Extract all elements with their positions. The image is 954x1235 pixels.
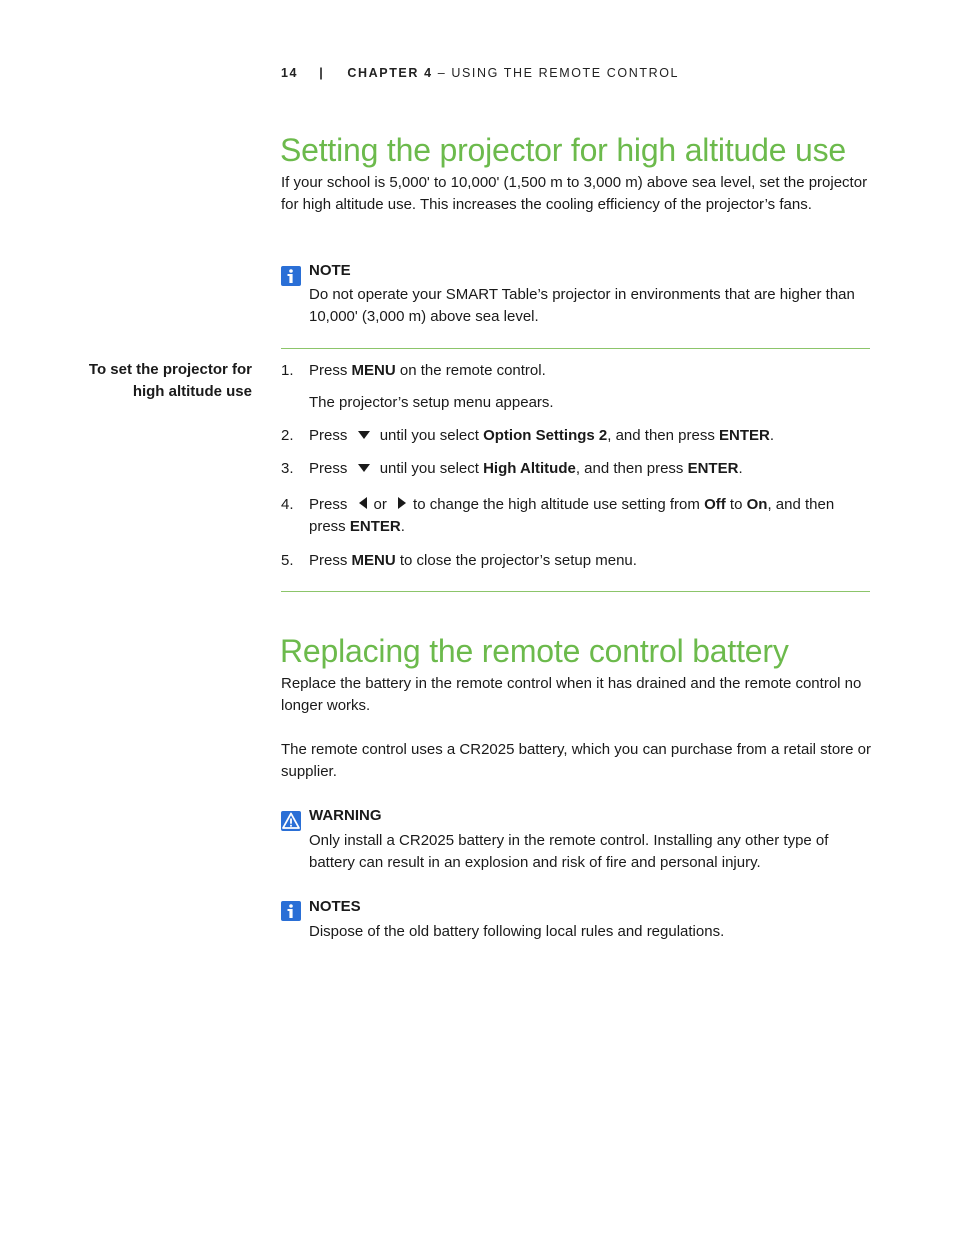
enter-button-label: ENTER: [687, 460, 739, 477]
section-title-battery: Replacing the remote control battery: [280, 633, 789, 669]
step-result: The projector’s setup menu appears.: [309, 394, 554, 411]
step-text: , and then press: [309, 496, 835, 536]
step-text: .: [769, 427, 775, 444]
step-text: Press: [309, 496, 348, 513]
step-number: 1.: [281, 362, 294, 379]
step-1: [281, 360, 870, 382]
step-text: Press: [309, 460, 348, 477]
divider-top: [281, 348, 870, 349]
step-number: 5.: [281, 552, 294, 569]
info-icon: [281, 901, 301, 921]
step-text: or: [373, 496, 387, 513]
step-text: until you select: [379, 427, 484, 444]
step-text: , and then press: [607, 427, 719, 444]
note-title: NOTE: [309, 262, 351, 279]
section-title-high-altitude: Setting the projector for high altitude use: [280, 132, 846, 168]
step-4: [281, 494, 870, 538]
menu-item-label: High Altitude: [483, 460, 576, 477]
step-text: to close the projector’s setup menu.: [395, 552, 637, 569]
running-header: [281, 66, 679, 80]
battery-para-2: The remote control uses a CR2025 battery, which you can purchase from a retail store or supplier.: [281, 741, 872, 780]
step-text: , and then press: [575, 460, 688, 477]
step-text: Press: [309, 552, 352, 569]
step-3: [281, 458, 870, 480]
step-2: [281, 425, 870, 447]
warning-title: WARNING: [309, 807, 382, 824]
battery-para-1: Replace the battery in the remote control when it has drained and the remote control no longer works.: [281, 675, 862, 714]
step-5: [281, 550, 870, 572]
step-text: Press: [309, 427, 348, 444]
section-intro: If your school is 5,000' to 10,000' (1,500 m to 3,000 m) above sea level, set the projector for high altitude use. This increases the cooling efficiency of the projector’s fans.: [281, 174, 868, 213]
step-text: .: [738, 460, 743, 477]
notes-title: NOTES: [309, 898, 361, 915]
procedure-heading-line1: To set the projector for: [88, 361, 252, 378]
page-number: 14: [281, 66, 299, 80]
divider-bottom: [281, 591, 870, 592]
chapter-label: CHAPTER 4: [347, 66, 433, 80]
info-icon: [281, 266, 301, 286]
enter-button-label: ENTER: [719, 427, 770, 444]
step-1-result: [281, 392, 870, 414]
down-arrow-icon: [358, 458, 370, 480]
down-arrow-icon: [358, 425, 370, 447]
step-number: 3.: [281, 460, 294, 477]
step-text: until you select: [379, 460, 484, 477]
warning-text: Only install a CR2025 battery in the remote control. Installing any other type of battery can result in an explosion and risk of fire and personal injury.: [309, 832, 829, 871]
step-text: Press: [309, 362, 352, 379]
procedure-heading: [89, 359, 252, 403]
menu-button-label: MENU: [351, 552, 396, 569]
warning-icon: [281, 811, 301, 831]
procedure-heading-line2: high altitude use: [132, 383, 252, 400]
menu-button-label: MENU: [351, 362, 396, 379]
notes-text: Dispose of the old battery following local rules and regulations.: [309, 923, 725, 940]
step-text: to: [725, 496, 747, 513]
step-number: 2.: [281, 427, 294, 444]
step-number: 4.: [281, 496, 294, 513]
menu-item-label: Option Settings 2: [483, 427, 608, 444]
header-separator: |: [319, 66, 325, 80]
note-text: Do not operate your SMART Table’s projector in environments that are higher than 10,000' (3,000 m) above sea level.: [309, 286, 855, 325]
left-arrow-icon: [358, 494, 368, 516]
setting-on-label: On: [746, 496, 768, 513]
step-text: to change the high altitude use setting from: [413, 496, 705, 513]
chapter-title: – USING THE REMOTE CONTROL: [437, 66, 680, 80]
enter-button-label: ENTER: [349, 518, 401, 536]
step-text: on the remote control.: [395, 362, 546, 379]
right-arrow-icon: [397, 494, 407, 516]
step-text: .: [400, 518, 405, 536]
setting-off-label: Off: [704, 496, 726, 513]
